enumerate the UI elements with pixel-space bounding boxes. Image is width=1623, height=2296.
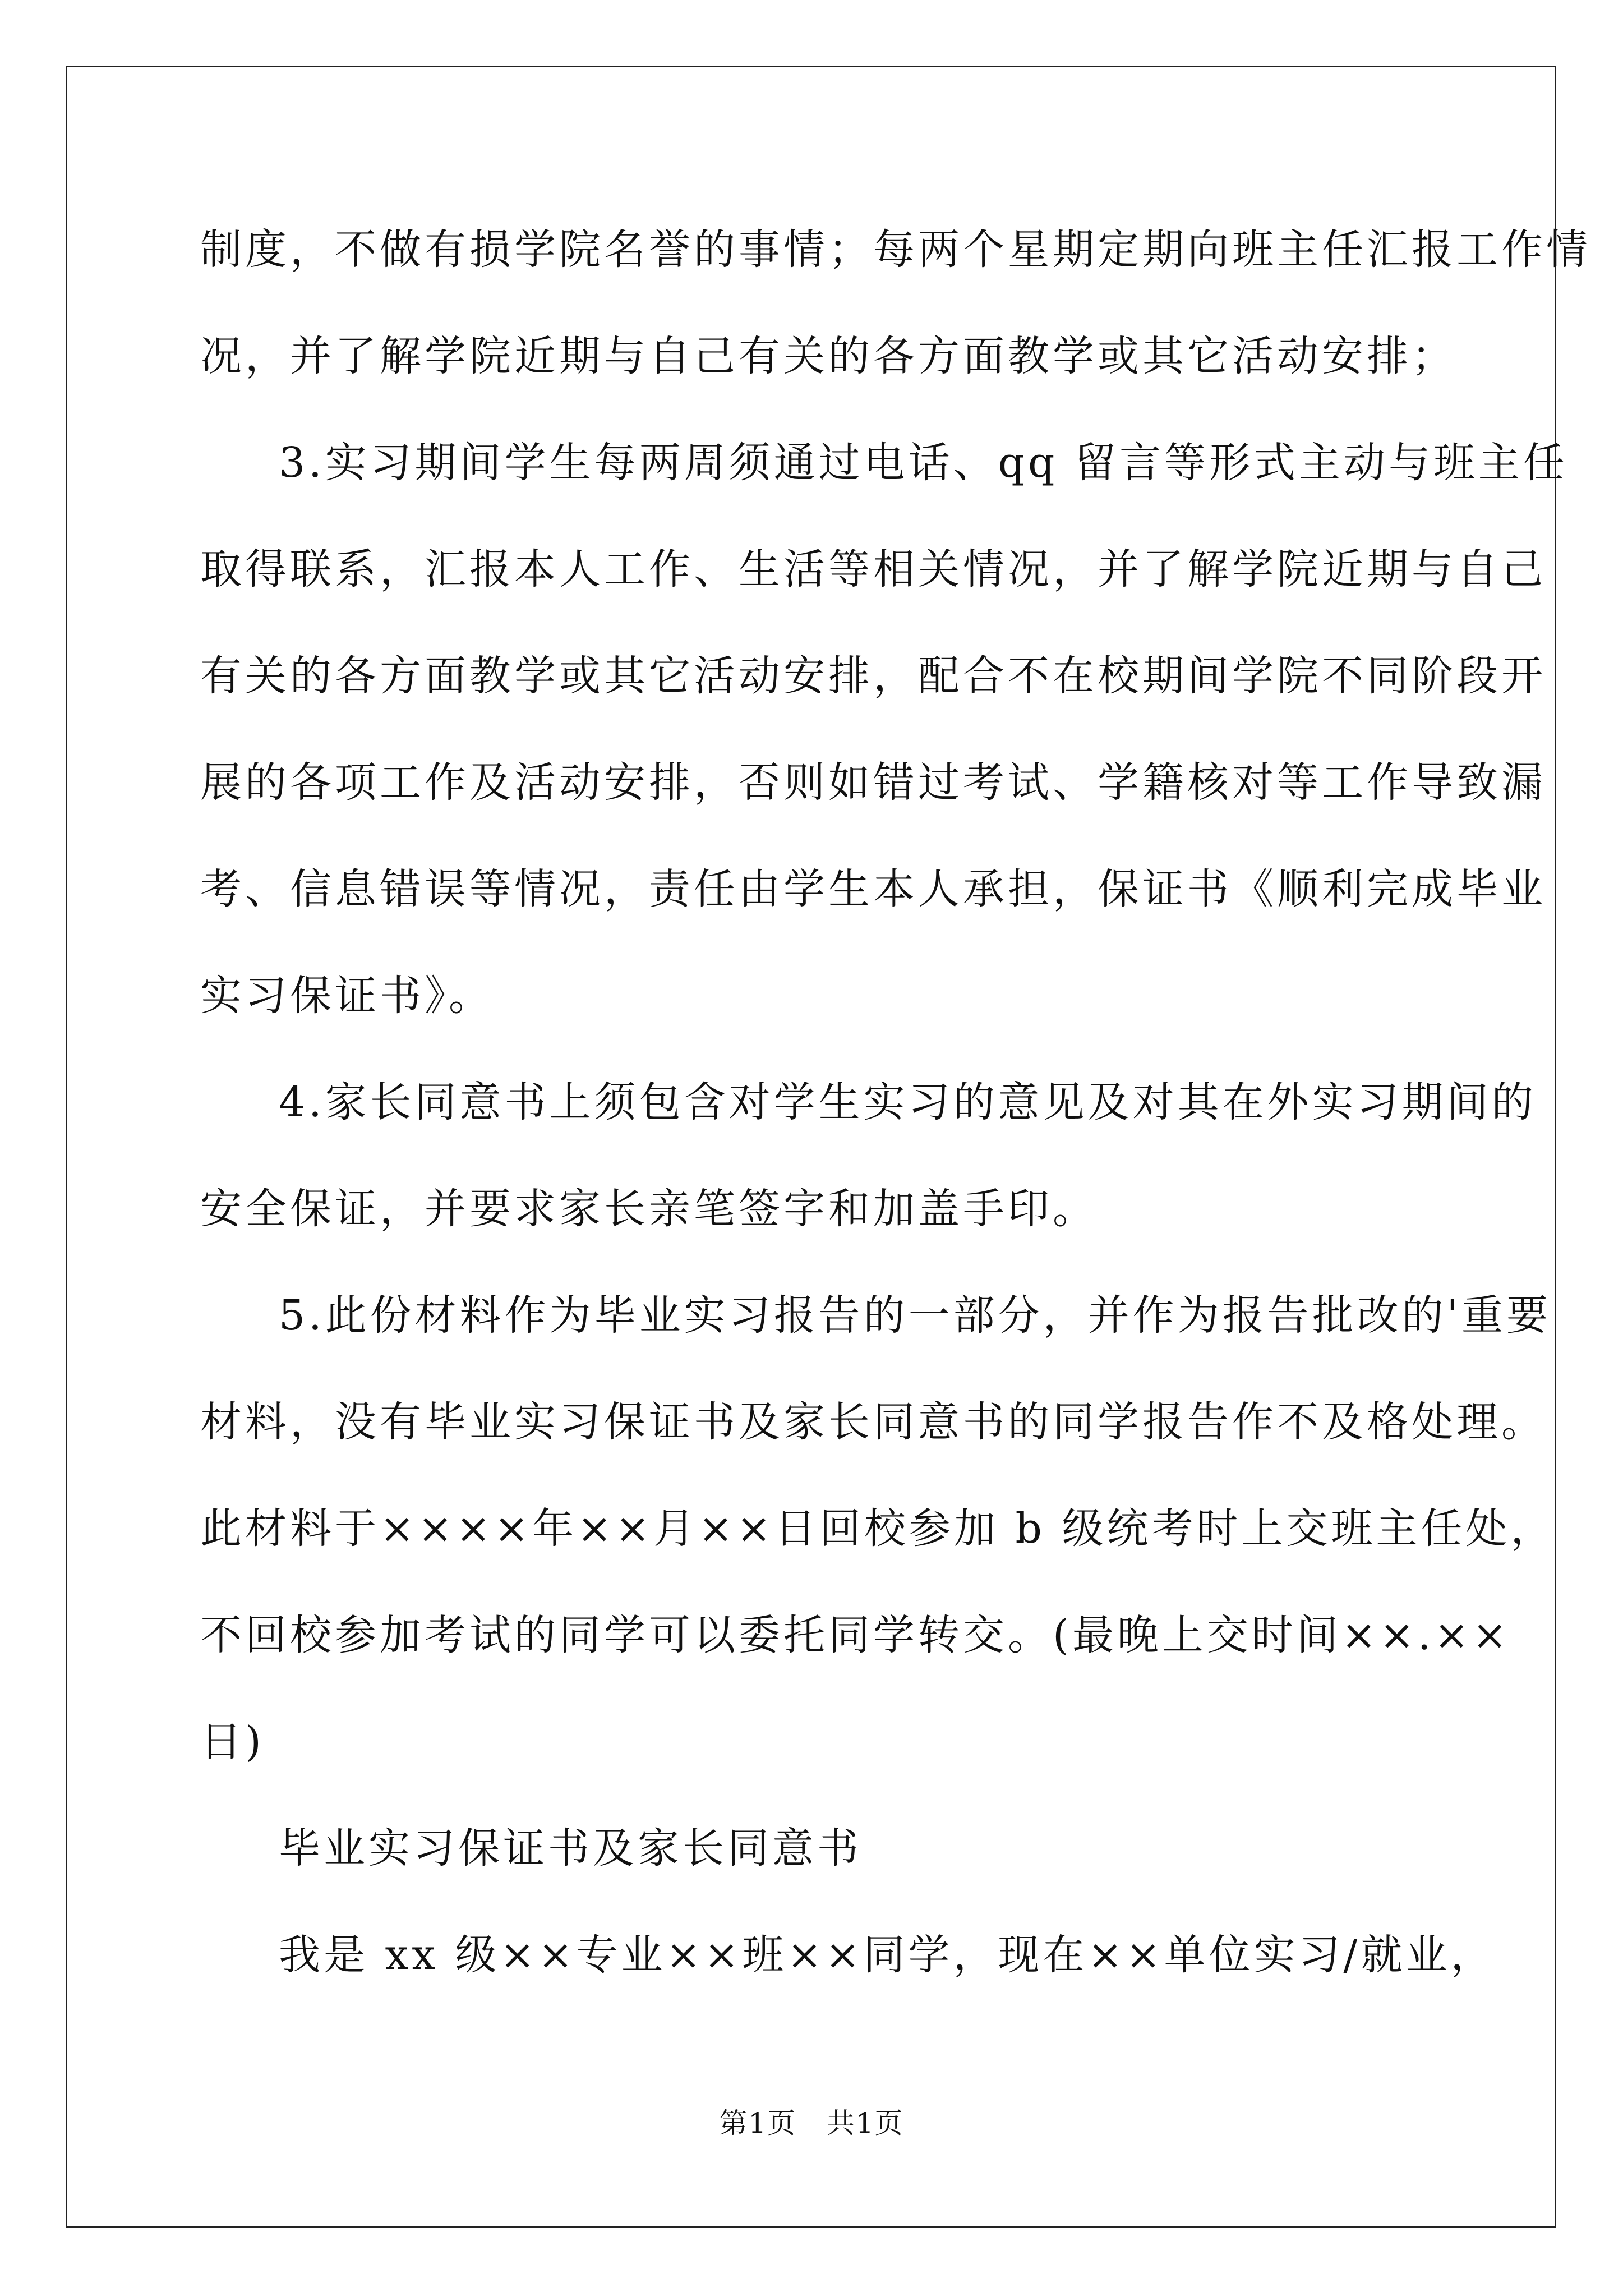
text-line: 实习保证书》。 bbox=[200, 972, 494, 1020]
text-line: 材料，没有毕业实习保证书及家长同意书的同学报告作不及格处理。 bbox=[200, 1398, 1546, 1446]
text-line: 此材料于××××年××月××日回校参加 b 级统考时上交班主任处， bbox=[200, 1504, 1556, 1553]
text-line: 安全保证，并要求家长亲笔签字和加盖手印。 bbox=[200, 1185, 1098, 1233]
text-line: 取得联系，汇报本人工作、生活等相关情况，并了解学院近期与自己 bbox=[200, 545, 1546, 593]
text-line: 日) bbox=[200, 1718, 265, 1766]
page-number-footer: 第1页 共1页 bbox=[719, 2107, 904, 2139]
list-item-3: 3.实习期间学生每两周须通过电话、qq 留言等形式主动与班主任 bbox=[279, 439, 1568, 487]
text-line: 况，并了解学院近期与自己有关的各方面教学或其它活动安排； bbox=[200, 332, 1456, 380]
list-item-5: 5.此份材料作为毕业实习报告的一部分，并作为报告批改的'重要 bbox=[279, 1291, 1551, 1340]
document-body bbox=[200, 222, 1591, 2033]
text-line: 制度，不做有损学院名誉的事情；每两个星期定期向班主任汇报工作情 bbox=[200, 226, 1591, 274]
text-line: 考、信息错误等情况，责任由学生本人承担，保证书《顺利完成毕业 bbox=[200, 865, 1546, 913]
text-line: 我是 xx 级××专业××班××同学，现在××单位实习/就业， bbox=[279, 1931, 1496, 1979]
text-line: 不回校参加考试的同学可以委托同学转交。(最晚上交时间××.×× bbox=[200, 1611, 1511, 1659]
text-line: 展的各项工作及活动安排，否则如错过考试、学籍核对等工作导致漏 bbox=[200, 758, 1546, 807]
list-item-4: 4.家长同意书上须包含对学生实习的意见及对其在外实习期间的 bbox=[279, 1078, 1537, 1126]
section-heading: 毕业实习保证书及家长同意书 bbox=[279, 1824, 862, 1872]
text-line: 有关的各方面教学或其它活动安排，配合不在校期间学院不同阶段开 bbox=[200, 652, 1546, 700]
